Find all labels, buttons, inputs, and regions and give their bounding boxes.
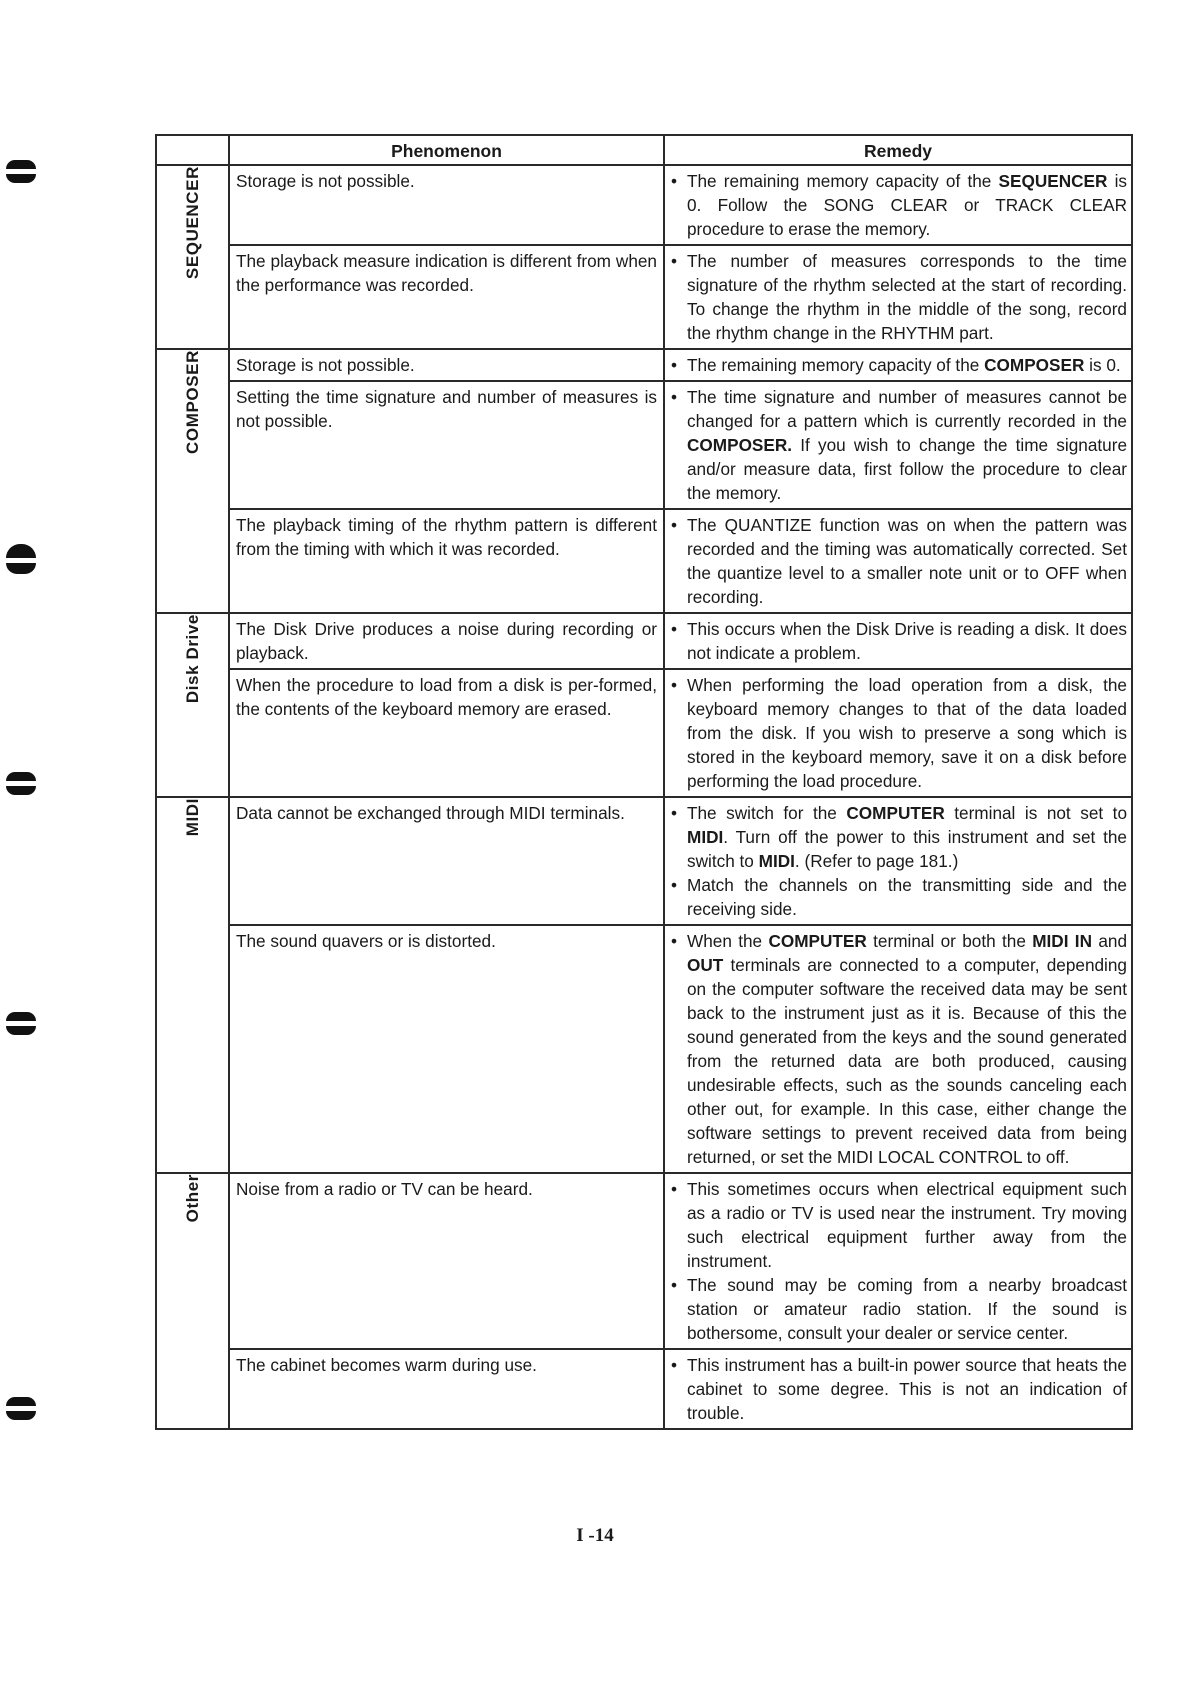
remedy-cell (664, 797, 1132, 925)
remedy-text: Match the channels on the transmitting side and the receiving side. (687, 875, 1127, 919)
remedy-text: . Turn off the power to this instrument and set the switch to (687, 827, 1127, 871)
phenomenon-cell: When the procedure to load from a disk is per-formed, the contents of the keyboard memory are erased. (229, 669, 664, 797)
phenomenon-cell: Storage is not possible. (229, 349, 664, 381)
table-header-row (156, 135, 1132, 165)
table-row (156, 381, 1132, 509)
remedy-text: is 0. Follow the SONG CLEAR or TRACK CLEAR procedure to erase the memory. (687, 171, 1127, 239)
bullet-icon: • (671, 171, 678, 191)
category-label-sequencer: SEQUENCER (182, 166, 202, 280)
remedy-bullet (671, 385, 1127, 505)
remedy-text: When the (687, 931, 769, 951)
remedy-text: terminals are connected to a computer, depending on the computer software the received data may be sent back to the instrument just as it is. Because of this the sound generated from the keys and the sound generated from the returned data are both produced, causing undesirable effects, such as the sounds canceling each other out, for example. In this case, either change the software settings to prevent received data from being returned, or set the MIDI LOCAL CONTROL to off. (687, 955, 1127, 1167)
table-row (156, 1173, 1132, 1349)
remedy-cell (664, 669, 1132, 797)
remedy-text: The switch for the (687, 803, 847, 823)
remedy-bullet (671, 169, 1127, 241)
header-phenomenon: Phenomenon (229, 135, 664, 165)
bullet-icon: • (671, 1355, 678, 1375)
table-row (156, 245, 1132, 349)
table-row (156, 797, 1132, 925)
remedy-text: . (Refer to page 181.) (794, 851, 959, 871)
remedy-text: This occurs when the Disk Drive is reading a disk. It does not indicate a problem. (687, 619, 1127, 663)
category-label-other: Other (182, 1174, 202, 1223)
troubleshooting-table (155, 134, 1133, 1430)
table-row (156, 509, 1132, 613)
bullet-icon: • (671, 1275, 678, 1295)
header-remedy: Remedy (664, 135, 1132, 165)
phenomenon-cell: The sound quavers or is distorted. (229, 925, 664, 1173)
bullet-icon: • (671, 803, 678, 823)
category-label-composer: COMPOSER (182, 350, 202, 454)
remedy-text: The number of measures corresponds to the time signature of the rhythm selected at the start of recording. To change the rhythm in the middle of the song, record the rhythm change in the RHYTHM part. (687, 251, 1127, 343)
remedy-cell (664, 613, 1132, 669)
remedy-text: terminal or both the (866, 931, 1033, 951)
remedy-cell (664, 245, 1132, 349)
category-cell (156, 1173, 229, 1429)
category-cell (156, 797, 229, 1173)
phenomenon-cell: Setting the time signature and number of measures is not possible. (229, 381, 664, 509)
remedy-bullet (671, 1273, 1127, 1345)
table-row (156, 349, 1132, 381)
remedy-cell (664, 925, 1132, 1173)
category-label-midi: MIDI (182, 798, 202, 837)
bullet-icon: • (671, 387, 678, 407)
remedy-text: The sound may be coming from a nearby broadcast station or amateur radio station. If the sound is bothersome, consult your dealer or service center. (687, 1275, 1127, 1343)
phenomenon-cell: Storage is not possible. (229, 165, 664, 245)
category-cell (156, 613, 229, 797)
category-cell (156, 349, 229, 613)
phenomenon-cell: Data cannot be exchanged through MIDI terminals. (229, 797, 664, 925)
remedy-bold-text: COMPOSER. (687, 435, 793, 455)
bullet-icon: • (671, 251, 678, 271)
remedy-text: is 0. (1084, 355, 1121, 375)
remedy-bullet (671, 873, 1127, 921)
table-row (156, 165, 1132, 245)
remedy-text: This instrument has a built-in power source that heats the cabinet to some degree. This is not an indication of trouble. (687, 1355, 1127, 1423)
remedy-cell (664, 1349, 1132, 1429)
remedy-bold-text: COMPUTER (846, 803, 945, 823)
category-cell (156, 165, 229, 349)
remedy-text: and (1092, 931, 1128, 951)
remedy-bullet (671, 249, 1127, 345)
remedy-bullet (671, 617, 1127, 665)
phenomenon-cell: The Disk Drive produces a noise during recording or playback. (229, 613, 664, 669)
remedy-bullet (671, 1177, 1127, 1273)
category-label-disk-drive: Disk Drive (182, 614, 202, 704)
table-row (156, 613, 1132, 669)
remedy-text: The remaining memory capacity of the (687, 355, 985, 375)
remedy-text: If you wish to change the time signature and/or measure data, first follow the procedure to clear the memory. (687, 435, 1127, 503)
remedy-text: terminal is not set to (944, 803, 1127, 823)
remedy-bold-text: OUT (687, 955, 724, 975)
bullet-icon: • (671, 675, 678, 695)
remedy-bold-text: MIDI IN (1032, 931, 1092, 951)
remedy-text: The QUANTIZE function was on when the pattern was recorded and the timing was automatically corrected. Set the quantize level to a smaller note unit or to OFF when recording. (687, 515, 1127, 607)
phenomenon-cell: The playback timing of the rhythm pattern is different from the timing with which it was recorded. (229, 509, 664, 613)
phenomenon-cell: The playback measure indication is different from when the performance was recorded. (229, 245, 664, 349)
bullet-icon: • (671, 1179, 678, 1199)
bullet-icon: • (671, 619, 678, 639)
bullet-icon: • (671, 875, 678, 895)
remedy-bullet (671, 1353, 1127, 1425)
bullet-icon: • (671, 515, 678, 535)
binding-holes (0, 0, 40, 1684)
remedy-bold-text: COMPUTER (768, 931, 867, 951)
remedy-bold-text: MIDI (687, 827, 724, 847)
remedy-bold-text: COMPOSER (984, 355, 1085, 375)
header-category-cell (156, 135, 229, 165)
remedy-cell (664, 1173, 1132, 1349)
remedy-text: The remaining memory capacity of the (687, 171, 999, 191)
remedy-bold-text: MIDI (758, 851, 795, 871)
phenomenon-cell: The cabinet becomes warm during use. (229, 1349, 664, 1429)
remedy-cell (664, 381, 1132, 509)
remedy-bold-text: SEQUENCER (998, 171, 1108, 191)
table-row (156, 669, 1132, 797)
remedy-text: This sometimes occurs when electrical equipment such as a radio or TV is used near the instrument. Try moving such electrical equipment further away from the instrument. (687, 1179, 1127, 1271)
table-row (156, 1349, 1132, 1429)
remedy-bullet (671, 673, 1127, 793)
bullet-icon: • (671, 355, 678, 375)
remedy-cell (664, 349, 1132, 381)
page-number: I -14 (576, 1525, 614, 1546)
remedy-cell (664, 509, 1132, 613)
remedy-cell (664, 165, 1132, 245)
phenomenon-cell: Noise from a radio or TV can be heard. (229, 1173, 664, 1349)
table-row (156, 925, 1132, 1173)
remedy-bullet (671, 929, 1127, 1169)
remedy-bullet (671, 801, 1127, 873)
remedy-text: The time signature and number of measures cannot be changed for a pattern which is currently recorded in the (687, 387, 1127, 431)
bullet-icon: • (671, 931, 678, 951)
remedy-text: When performing the load operation from a disk, the keyboard memory changes to that of the data loaded from the disk. If you wish to preserve a song which is stored in the keyboard memory, save it on a disk before performing the load procedure. (687, 675, 1127, 791)
remedy-bullet (671, 353, 1127, 377)
remedy-bullet (671, 513, 1127, 609)
